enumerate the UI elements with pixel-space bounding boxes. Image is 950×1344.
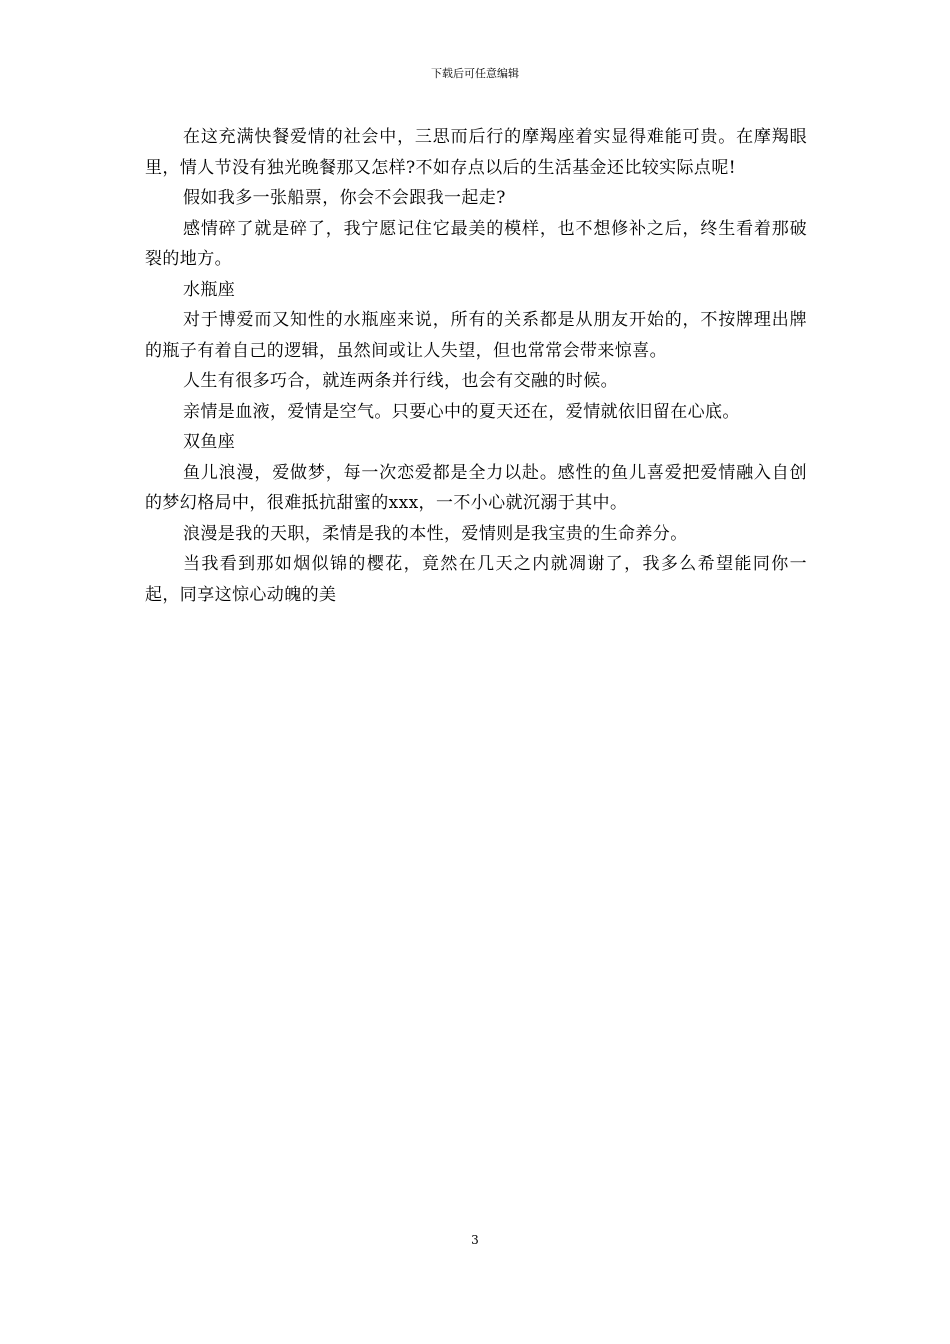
paragraph-aquarius-quote-1: 人生有很多巧合，就连两条并行线，也会有交融的时候。 [183, 371, 618, 391]
page-header: 下载后可任意编辑 [431, 67, 519, 80]
paragraph-capricorn-quote-1: 假如我多一张船票，你会不会跟我一起走? [183, 188, 506, 208]
paragraph-pisces-quote-1: 浪漫是我的天职，柔情是我的本性，爱情则是我宝贵的生命养分。 [183, 523, 688, 544]
paragraph-capricorn-intro: 在这充满快餐爱情的社会中，三思而后行的摩羯座着实显得难能可贵。在摩羯眼里，情人节没有独光晚餐那又怎样?不如存点以后的生活基金还比较实际点呢! [145, 127, 807, 178]
paragraph-pisces-quote-2: 当我看到那如烟似锦的樱花，竟然在几天之内就凋谢了，我多么希望能同你一起，同享这惊心动魄的美 [145, 554, 807, 605]
section-heading-aquarius: 水瓶座 [183, 279, 236, 300]
paragraph-pisces-intro: 鱼儿浪漫，爱做梦，每一次恋爱都是全力以赴。感性的鱼儿喜爱把爱情融入自创的梦幻格局中，很难抵抗甜蜜的xxx，一不小心就沉溺于其中。 [145, 462, 807, 513]
section-heading-pisces: 双鱼座 [183, 432, 236, 452]
paragraph-aquarius-intro: 对于博爱而又知性的水瓶座来说，所有的关系都是从朋友开始的，不按牌理出牌的瓶子有着自己的逻辑，虽然间或让人失望，但也常常会带来惊喜。 [145, 310, 807, 361]
document-body [145, 122, 807, 610]
paragraph-aquarius-quote-2: 亲情是血液，爱情是空气。只要心中的夏天还在，爱情就依旧留在心底。 [183, 401, 740, 422]
page-number: 3 [471, 1233, 479, 1247]
paragraph-capricorn-quote-2: 感情碎了就是碎了，我宁愿记住它最美的模样，也不想修补之后，终生看着那破裂的地方。 [145, 218, 807, 269]
